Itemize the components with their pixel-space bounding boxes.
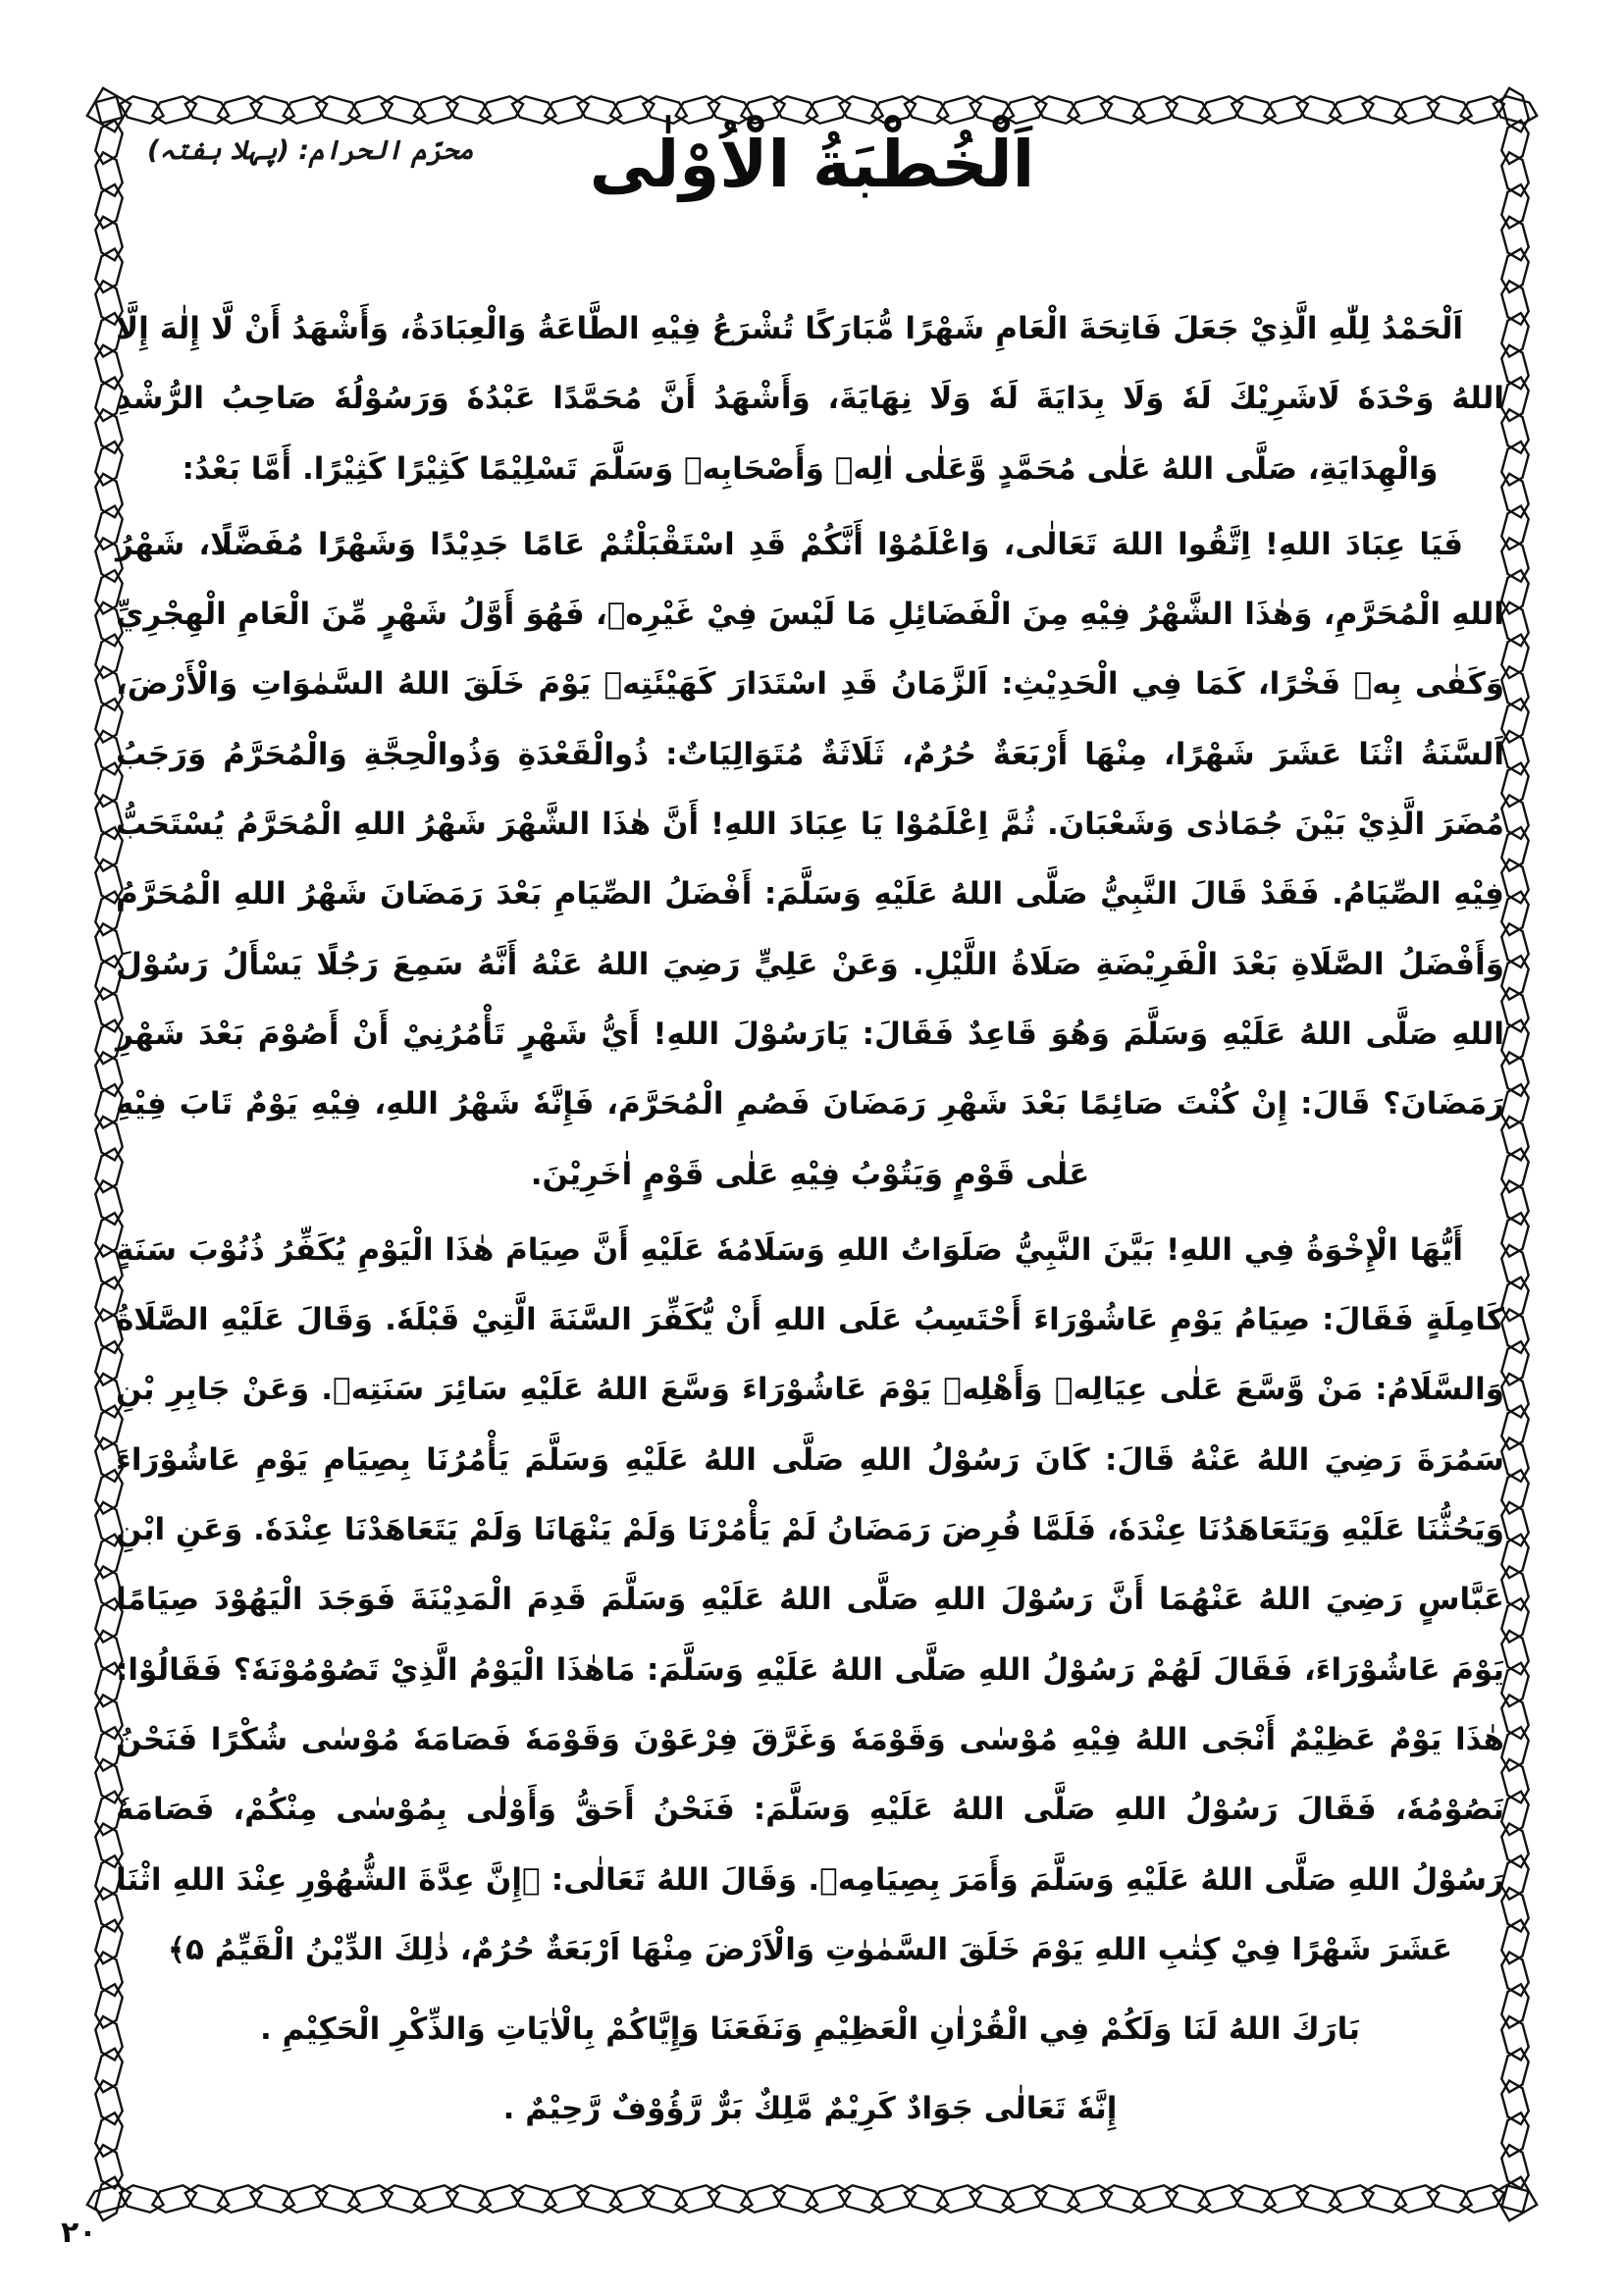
closing-dua-line-2: إِنَّهٗ تَعَالٰى جَوَادٌ كَرِيْمٌ مَّلِكٌ بَرٌّ رَّؤُوْفٌ رَّحِيْمٌ . (502, 2091, 1118, 2127)
khutbah-text (116, 294, 1504, 2145)
header-note: محرّم الحرام: (پہلا ہفتہ) (147, 135, 474, 166)
paragraph-opening-hamd: اَلْحَمْدُ لِلّٰهِ الَّذِيْ جَعَلَ فَاتِحَةَ الْعَامِ شَهْرًا مُّبَارَكًا تُشْرَعُ فِيْهِ الطَّاعَةُ وَالْعِبَادَةُ، وَأَشْهَدُ أَنْ لَّا إِلٰهَ إِلَّا اللهُ وَحْدَهٗ لَاشَرِيْكَ لَهٗ وَلَا بِدَايَةَ لَهٗ وَلَا نِهَايَةَ، وَأَشْهَدُ أَنَّ مُحَمَّدًا عَبْدُهٗ وَرَسُوْلُهٗ صَاحِبُ الرُّشْدِ وَالْهِدَايَةِ، صَلَّى اللهُ عَلٰى مُحَمَّدٍ وَّعَلٰى اٰلِهٖ وَأَصْحَابِهٖ وَسَلَّمَ تَسْلِيْمًا كَثِيْرًا كَثِيْرًا. أَمَّا بَعْدُ: (116, 311, 1504, 487)
closing-dua-line-1: بَارَكَ اللهُ لَنَا وَلَكُمْ فِي الْقُرْاٰنِ الْعَظِيْمِ وَنَفَعَنَا وَإِيَّاكُمْ بِالْاٰيَاتِ وَالذِّكْرِ الْحَكِيْمِ . (260, 2011, 1360, 2048)
paragraph-ashura-fasting: أَيُّهَا الْإِخْوَةُ فِي اللهِ! بَيَّنَ النَّبِيُّ صَلَوَاتُ اللهِ وَسَلَامُهٗ عَلَيْهِ أَنَّ صِيَامَ هٰذَا الْيَوْمِ يُكَفِّرُ ذُنُوْبَ سَنَةٍ كَامِلَةٍ فَقَالَ: صِيَامُ يَوْمِ عَاشُوْرَاءَ أَحْتَسِبُ عَلَى اللهِ أَنْ يُّكَفِّرَ السَّنَةَ الَّتِيْ قَبْلَهٗ. وَقَالَ عَلَيْهِ الصَّلَاةُ وَالسَّلَامُ: مَنْ وَّسَّعَ عَلٰى عِيَالِهٖ وَأَهْلِهٖ يَوْمَ عَاشُوْرَاءَ وَسَّعَ اللهُ عَلَيْهِ سَائِرَ سَنَتِهٖ. وَعَنْ جَابِرِ بْنِ سَمُرَةَ رَضِيَ اللهُ عَنْهُ قَالَ: كَانَ رَسُوْلُ اللهِ صَلَّى اللهُ عَلَيْهِ وَسَلَّمَ يَأْمُرُنَا بِصِيَامِ يَوْمِ عَاشُوْرَاءَ وَيَحُثُّنَا عَلَيْهِ وَيَتَعَاهَدُنَا عِنْدَهٗ، فَلَمَّا فُرِضَ رَمَضَانُ لَمْ يَأْمُرْنَا وَلَمْ يَنْهَانَا وَلَمْ يَتَعَاهَدْنَا عِنْدَهٗ. وَعَنِ ابْنِ عَبَّاسٍ رَضِيَ اللهُ عَنْهُمَا أَنَّ رَسُوْلَ اللهِ صَلَّى اللهُ عَلَيْهِ وَسَلَّمَ قَدِمَ الْمَدِيْنَةَ فَوَجَدَ الْيَهُوْدَ صِيَامًا يَوْمَ عَاشُوْرَاءَ، فَقَالَ لَهُمْ رَسُوْلُ اللهِ صَلَّى اللهُ عَلَيْهِ وَسَلَّمَ: مَاهٰذَا الْيَوْمُ الَّذِيْ تَصُوْمُوْنَهٗ؟ فَقَالُوْا: هٰذَا يَوْمٌ عَظِيْمٌ أَنْجَى اللهُ فِيْهِ مُوْسٰى وَقَوْمَهٗ وَغَرَّقَ فِرْعَوْنَ وَقَوْمَهٗ فَصَامَهٗ مُوْسٰى شُكْرًا فَنَحْنُ نَصُوْمُهٗ، فَقَالَ رَسُوْلُ اللهِ صَلَّى اللهُ عَلَيْهِ وَسَلَّمَ: فَنَحْنُ أَحَقُّ وَأَوْلٰى بِمُوْسٰى مِنْكُمْ، فَصَامَهٗ رَسُوْلُ اللهِ صَلَّى اللهُ عَلَيْهِ وَسَلَّمَ وَأَمَرَ بِصِيَامِهٖ. وَقَالَ اللهُ تَعَالٰى: ﴿إِنَّ عِدَّةَ الشُّهُوْرِ عِنْدَ اللهِ اثْنَا عَشَرَ شَهْرًا فِيْ كِتٰبِ اللهِ يَوْمَ خَلَقَ السَّمٰوٰتِ وَالْاَرْضَ مِنْهَا اَرْبَعَةٌ حُرُمٌ، ذٰلِكَ الدِّيْنُ الْقَيِّمُ ۵﴾ (116, 1231, 1504, 1967)
page-title: اَلْخُطْبَةُ الْاُوْلٰى (589, 127, 1035, 202)
page-number: ۲۰ (61, 2216, 97, 2250)
paragraph-muharram-virtues: فَيَا عِبَادَ اللهِ! اِتَّقُوا اللهَ تَعَالٰى، وَاعْلَمُوْا أَنَّكُمْ قَدِ اسْتَقْبَلْتُمْ عَامًا جَدِيْدًا وَشَهْرًا مُفَضَّلًا، شَهْرُ اللهِ الْمُحَرَّمِ، وَهٰذَا الشَّهْرُ فِيْهِ مِنَ الْفَضَائِلِ مَا لَيْسَ فِيْ غَيْرِهٖ، فَهُوَ أَوَّلُ شَهْرٍ مِّنَ الْعَامِ الْهِجْرِيِّ وَكَفٰى بِهٖ فَخْرًا، كَمَا فِي الْحَدِيْثِ: اَلزَّمَانُ قَدِ اسْتَدَارَ كَهَيْئَتِهٖ يَوْمَ خَلَقَ اللهُ السَّمٰوَاتِ وَالْأَرْضَ، اَلسَّنَةُ اثْنَا عَشَرَ شَهْرًا، مِنْهَا أَرْبَعَةٌ حُرُمٌ، ثَلَاثَةٌ مُتَوَالِيَاتٌ: ذُوالْقَعْدَةِ وَذُوالْحِجَّةِ وَالْمُحَرَّمُ وَرَجَبُ مُضَرَ الَّذِيْ بَيْنَ جُمَادٰى وَشَعْبَانَ. ثُمَّ اِعْلَمُوْا يَا عِبَادَ اللهِ! أَنَّ هٰذَا الشَّهْرَ شَهْرُ اللهِ الْمُحَرَّمُ يُسْتَحَبُّ فِيْهِ الصِّيَامُ. فَقَدْ قَالَ النَّبِيُّ صَلَّى اللهُ عَلَيْهِ وَسَلَّمَ: أَفْضَلُ الصِّيَامِ بَعْدَ رَمَضَانَ شَهْرُ اللهِ الْمُحَرَّمُ وَأَفْضَلُ الصَّلَاةِ بَعْدَ الْفَرِيْضَةِ صَلَاةُ اللَّيْلِ. وَعَنْ عَلِيٍّ رَضِيَ اللهُ عَنْهُ أَنَّهُ سَمِعَ رَجُلًا يَسْأَلُ رَسُوْلَ اللهِ صَلَّى اللهُ عَلَيْهِ وَسَلَّمَ وَهُوَ قَاعِدٌ فَقَالَ: يَارَسُوْلَ اللهِ! أَيُّ شَهْرٍ تَأْمُرُنِيْ أَنْ أَصُوْمَ بَعْدَ شَهْرِ رَمَضَانَ؟ قَالَ: إِنْ كُنْتَ صَائِمًا بَعْدَ شَهْرِ رَمَضَانَ فَصُمِ الْمُحَرَّمَ، فَإِنَّهٗ شَهْرُ اللهِ، فِيْهِ يَوْمٌ تَابَ فِيْهِ عَلٰى قَوْمٍ وَيَتُوْبُ فِيْهِ عَلٰى قَوْمٍ اٰخَرِيْنَ. (116, 526, 1504, 1192)
